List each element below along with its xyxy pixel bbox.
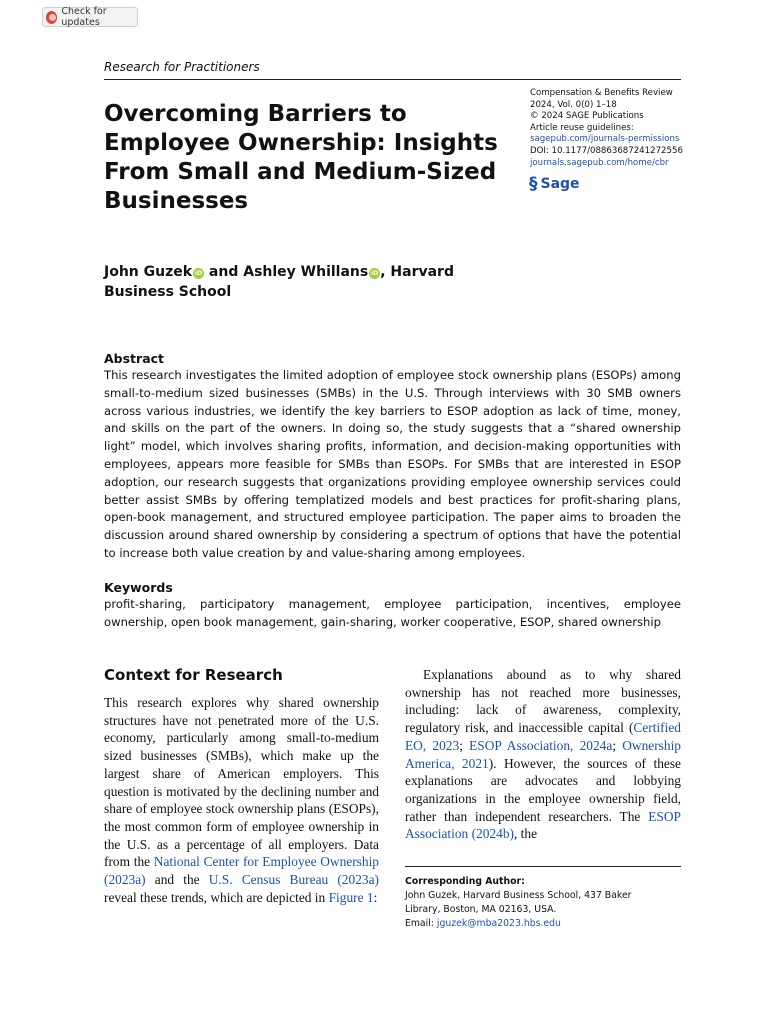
abstract-heading: Abstract	[104, 351, 165, 366]
body-right-column	[405, 666, 681, 843]
body-text: ;	[459, 737, 470, 753]
body-text: This research explores why shared ownership structures have not penetrated more of the U.S. economy, particularly among small-to-medium sized businesses (SMBs), which make up the largest share of American employers. This question is motivated by the declining number and share of employee stock ownership plans (ESOPs), the most common form of employee ownership in the U.S. as a percentage of all employers. Data from the	[104, 695, 379, 870]
journal-name: Compensation & Benefits Review	[530, 88, 673, 98]
author-affiliation: , Harvard Business School	[104, 264, 454, 300]
corresponding-label: Corresponding Author:	[405, 876, 525, 887]
footnote-rule	[405, 866, 681, 867]
journal-link[interactable]: journals.sagepub.com/home/cbr	[530, 157, 669, 168]
publisher-name: Sage	[540, 176, 580, 192]
author-conjunction: and	[204, 264, 244, 280]
crossmark-icon	[46, 11, 57, 24]
body-left-column	[104, 694, 379, 906]
citation-link[interactable]: ESOP Association (2024b)	[405, 808, 681, 842]
body-text: ;	[612, 737, 623, 753]
body-text: , the	[513, 826, 538, 842]
citation-link[interactable]: National Center for Employee Ownership (2023a)	[104, 854, 380, 888]
email-link[interactable]: jguzek@mba2023.hbs.edu	[436, 918, 561, 929]
permissions-link[interactable]: sagepub.com/journals-permissions	[530, 134, 680, 145]
body-text: Explanations abound as to why shared ownership has not reached more businesses, including: lack of awareness, complexity, regulatory risk, and inaccessible capital (	[405, 667, 681, 736]
citation-link[interactable]: Certified EO, 2023	[405, 720, 681, 753]
author-list	[104, 262, 524, 302]
orcid-icon[interactable]: iD	[371, 270, 379, 277]
email-label: Email:	[405, 918, 437, 929]
body-text: reveal these trends, which are depicted in	[104, 889, 329, 905]
reuse-guidelines: Article reuse guidelines:	[530, 122, 634, 133]
author-name: John Guzek	[104, 264, 193, 280]
sage-logo-icon: §	[529, 174, 538, 194]
corresponding-author	[405, 875, 631, 931]
citation-link[interactable]: ESOP Association, 2024a	[469, 737, 613, 753]
address-line: John Guzek, Harvard Business School, 437 Baker	[405, 890, 632, 901]
volume-info: 2024, Vol. 0(0) 1–18	[530, 99, 617, 110]
body-text: and the	[145, 872, 209, 888]
address-line: Library, Boston, MA 02163, USA.	[405, 904, 557, 915]
body-text: :	[373, 889, 378, 905]
email-line	[405, 917, 631, 931]
header-rule	[104, 79, 681, 80]
abstract-text: This research investigates the limited adoption of employee stock ownership plans (ESOPs) among small-to-medium sized businesses (SMBs) in the U.S. Through interviews with 30 SMB owners across various industries, we identify the key barriers to ESOP adoption as lack of time, money, and skills on the part of the owners. In doing so, the study suggests that a “shared ownership light” model, which involves sharing profits, information, and decision-making opportunities with employees, appears more feasible for SMBs than ESOPs. For SMBs that are interested in ESOP adoption, our research suggests that organizations providing employee ownership services could better assist SMBs by offering templatized models and best practices for profit-sharing plans, open-book management, and structured employee participation. The paper aims to broaden the discussion around shared ownership by considering a spectrum of options that have the potential to increase both value creation by and value-sharing among employees.	[104, 368, 681, 560]
keywords-heading: Keywords	[104, 580, 173, 595]
figure-link[interactable]: Figure 1	[328, 889, 374, 905]
author-name: Ashley Whillans	[243, 264, 369, 280]
publisher-logo	[529, 174, 580, 194]
article-title: Overcoming Barriers to Employee Ownership: Insights From Small and Medium-Sized Businesses	[104, 101, 498, 214]
orcid-icon[interactable]: iD	[195, 270, 203, 277]
citation-link[interactable]: U.S. Census Bureau (2023a)	[208, 872, 379, 888]
body-text: ). However, the sources of these explanations are advocates and lobbying organizations in the employee ownership field, rather than independent researchers. The	[405, 755, 682, 824]
doi: DOI: 10.1177/08863687241272556	[530, 145, 683, 156]
section-heading: Context for Research	[104, 666, 283, 684]
check-for-updates-badge[interactable]	[42, 7, 138, 27]
badge-label: Check for updates	[61, 6, 107, 28]
citation-link[interactable]: Ownership America, 2021	[405, 737, 681, 771]
copyright: © 2024 SAGE Publications	[530, 111, 644, 122]
journal-meta	[530, 88, 683, 169]
keywords-text: profit-sharing, participatory management, employee participation, incentives, employee ownership, open book management, gain-sharing, worker cooperative, ESOP, shared ownership	[104, 597, 681, 629]
section-label: Research for Practitioners	[104, 60, 260, 74]
